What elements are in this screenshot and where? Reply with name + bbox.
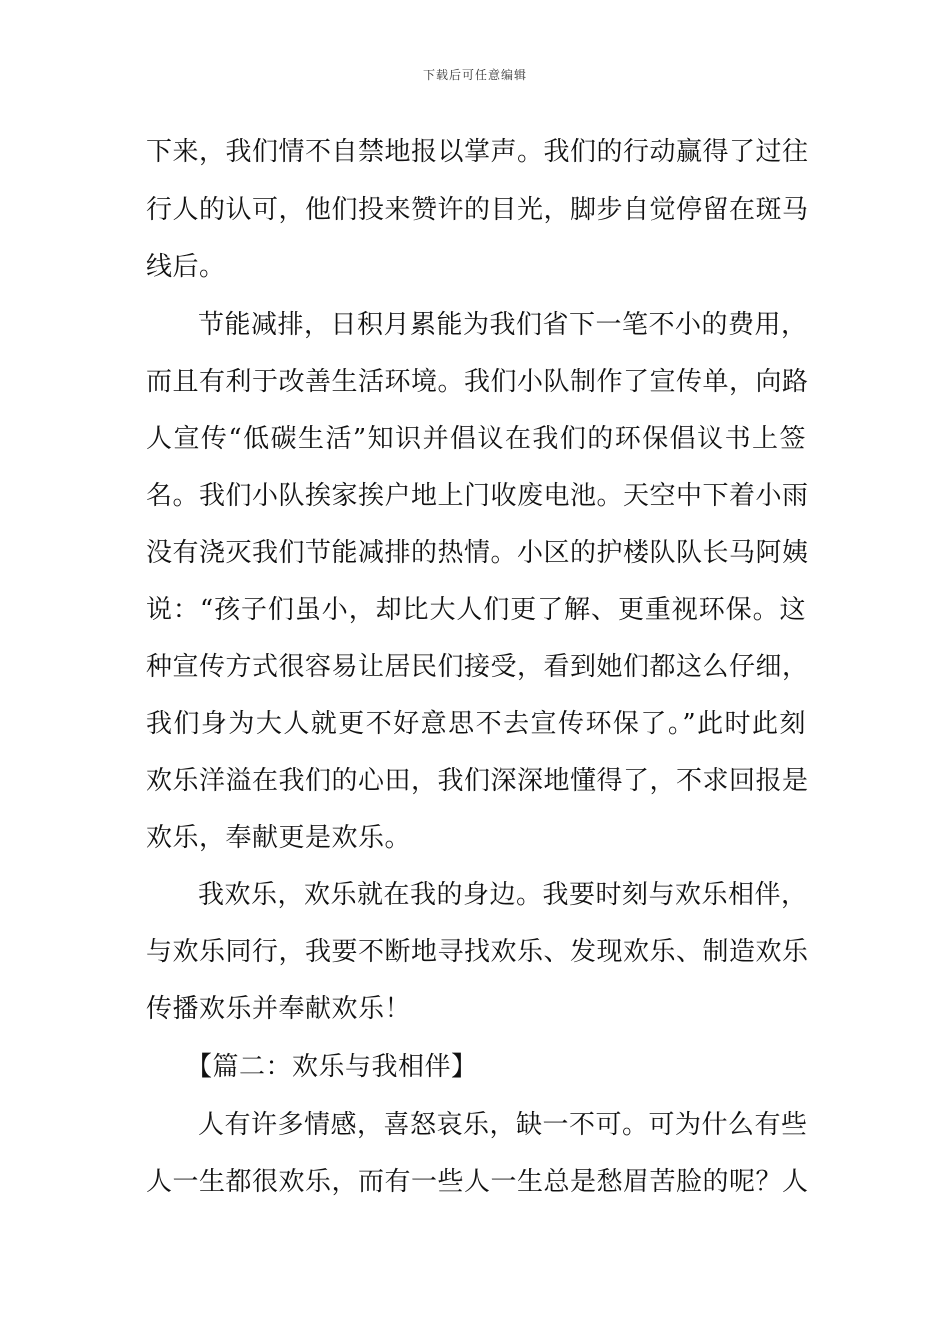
text-line: 行人的认可，他们投来赞许的目光，脚步自觉停留在斑马: [146, 195, 809, 225]
text-line: 人一生都很欢乐，而有一些人一生总是愁眉苦脸的呢？人: [146, 1167, 809, 1197]
section-heading: 【篇二：欢乐与我相伴】: [186, 1052, 478, 1082]
text-line: 我们身为大人就更不好意思不去宣传环保了。”此时此刻: [146, 709, 806, 739]
text-line: 没有浇灭我们节能减排的热情。小区的护楼队队长马阿姨: [146, 538, 809, 568]
text-line: 种宣传方式很容易让居民们接受，看到她们都这么仔细，: [146, 652, 809, 682]
text-line: 传播欢乐并奉献欢乐！: [146, 994, 412, 1024]
text-line: 而且有利于改善生活环境。我们小队制作了宣传单，向路: [146, 367, 809, 397]
text-line: 欢乐，奉献更是欢乐。: [146, 823, 412, 853]
text-line: 人宣传“低碳生活”知识并倡议在我们的环保倡议书上签: [146, 424, 806, 454]
text-line: 与欢乐同行，我要不断地寻找欢乐、发现欢乐、制造欢乐: [146, 937, 809, 967]
text-line: 名。我们小队挨家挨户地上门收废电池。天空中下着小雨: [146, 481, 809, 511]
text-line: 节能减排，日积月累能为我们省下一笔不小的费用，: [198, 310, 808, 340]
text-line: 线后。: [146, 252, 226, 282]
page-header: 下载后可任意编辑: [422, 68, 527, 82]
text-line: 下来，我们情不自禁地报以掌声。我们的行动赢得了过往: [146, 137, 809, 167]
text-line: 说：“孩子们虽小，却比大人们更了解、更重视环保。这: [146, 595, 806, 625]
text-line: 我欢乐，欢乐就在我的身边。我要时刻与欢乐相伴，: [198, 880, 808, 910]
text-line: 人有许多情感，喜怒哀乐，缺一不可。可为什么有些: [198, 1110, 808, 1140]
text-line: 欢乐洋溢在我们的心田，我们深深地懂得了，不求回报是: [146, 766, 809, 796]
